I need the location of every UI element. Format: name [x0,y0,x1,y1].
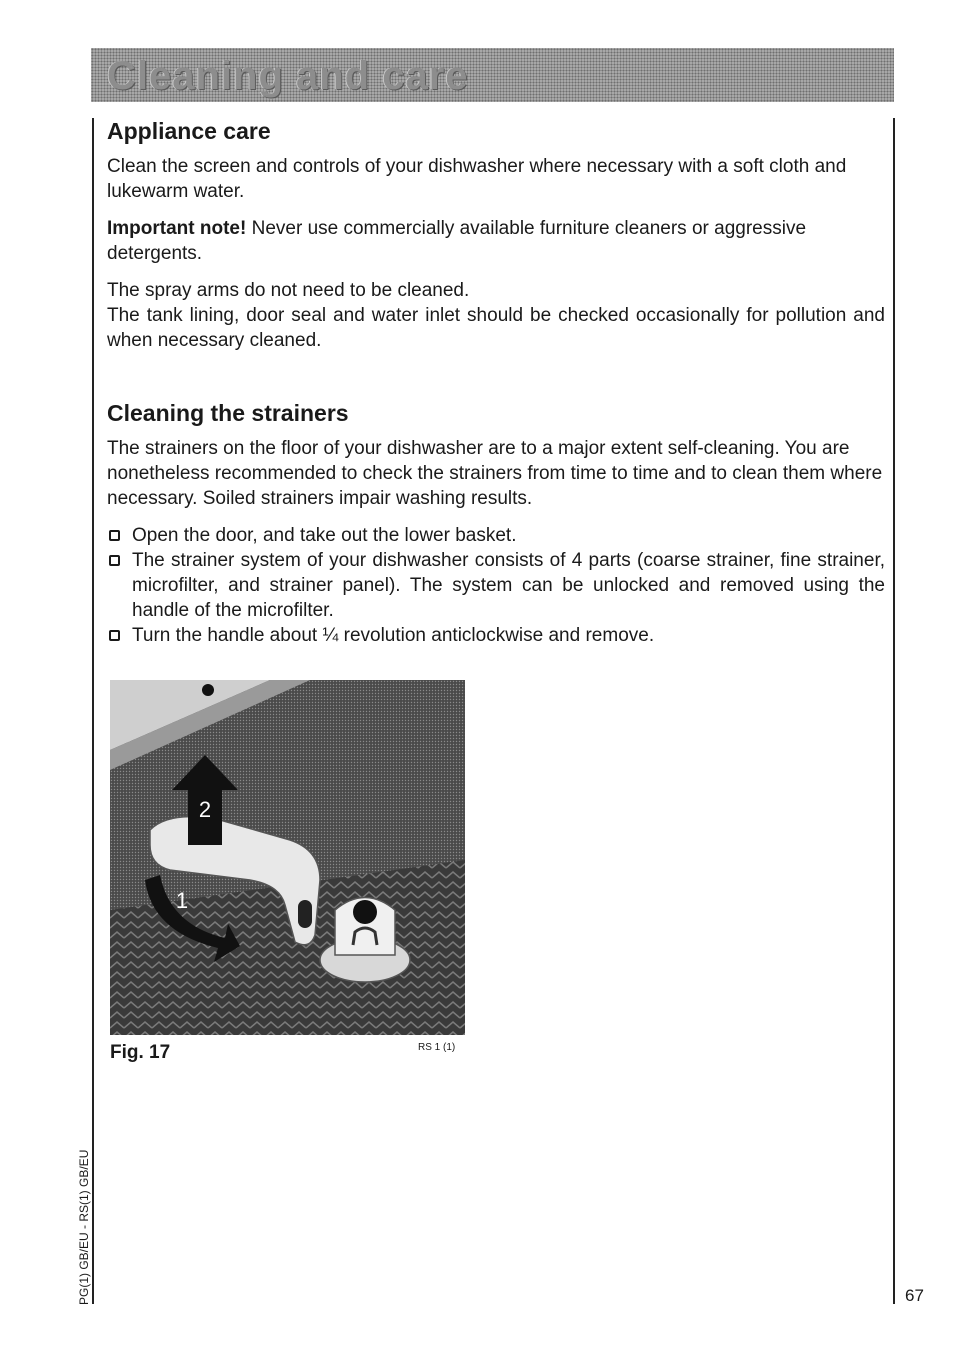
appliance-care-paragraph: Clean the screen and controls of your dishwasher where necessary with a soft cloth and lukewarm water. [107,156,847,202]
figure-code: RS 1 (1) [418,1042,456,1053]
step-text: Open the door, and take out the lower basket. [132,525,517,546]
page-number: 67 [905,1286,924,1305]
checkbox-bullet-icon [109,555,120,566]
important-note-text: Never use commercially available furniture cleaners or aggressive detergents. [107,218,807,264]
step-list [107,523,885,648]
strainer-illustration [110,680,465,1035]
list-item [107,548,885,623]
right-margin-rule [893,118,895,1304]
arrow-2-label: 2 [198,797,212,822]
cleaning-strainers-intro: The strainers on the floor of your dishwasher are to a major extent self-cleaning. You are nonetheless recommended to check the strainers from time to time and to clean them where necessary. Soiled strainers impair washing results. [107,438,883,509]
main-content [107,116,885,648]
checkbox-bullet-icon [109,630,120,641]
appliance-care-heading: Appliance care [107,118,271,144]
document-code-sidebar: PG(1) GB/EU - RS(1) GB/EU [77,1149,91,1305]
cleaning-strainers-heading: Cleaning the strainers [107,400,349,426]
section-banner [91,48,894,102]
step-text: Turn the handle about ¼ revolution anticlockwise and remove. [132,625,655,646]
list-item [107,523,885,548]
section-title: Cleaning and care [107,54,469,98]
figure-caption: Fig. 17 [110,1042,171,1063]
checkbox-bullet-icon [109,530,120,541]
tank-lining-line: The tank lining, door seal and water inlet should be checked occasionally for pollution and when necessary cleaned. [107,305,885,351]
left-margin-rule [92,118,94,1304]
strainer-illustration-svg [110,680,465,1035]
list-item [107,623,885,648]
step-text: The strainer system of your dishwasher consists of 4 parts (coarse strainer, fine strainer, microfilter, and strainer panel). The system can be unlocked and removed using the handle of the microfilter. [132,550,885,621]
arrow-1-label: 1 [175,888,189,913]
spray-arms-line: The spray arms do not need to be cleaned. [107,280,470,301]
important-note-paragraph [107,216,885,266]
important-note-label: Important note! [107,218,247,239]
